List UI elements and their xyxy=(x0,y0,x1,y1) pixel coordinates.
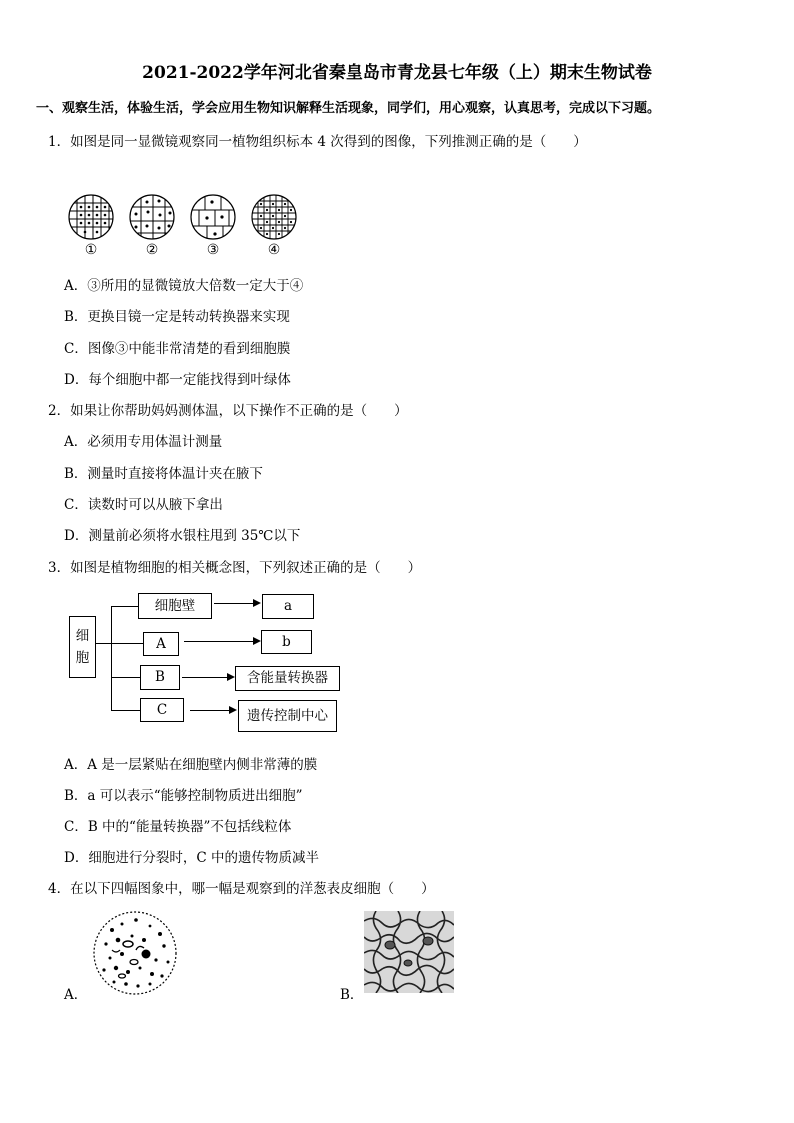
q4-label-a: A． xyxy=(64,987,88,1003)
arrow-2-shaft xyxy=(184,641,254,642)
q1-label-1: ① xyxy=(84,242,98,258)
q2-option-c: C．读数时可以从腋下拿出 xyxy=(64,497,223,513)
connector-root xyxy=(96,643,111,644)
q3-option-c: C．B 中的“能量转换器”不包括线粒体 xyxy=(64,819,292,835)
arrow-4-shaft xyxy=(190,710,230,711)
q4-stem: 4．在以下四幅图象中，哪一幅是观察到的洋葱表皮细胞（ ） xyxy=(48,881,435,897)
q3-option-a: A．A 是一层紧贴在细胞壁内侧非常薄的膜 xyxy=(64,757,318,773)
q1-label-4: ④ xyxy=(267,242,281,258)
arrow-1-head xyxy=(253,599,261,607)
arrow-3-head xyxy=(227,673,235,681)
q4-picture-a xyxy=(92,910,178,996)
diagram-box-c: C xyxy=(140,698,184,722)
q1-stem: 1．如图是同一显微镜观察同一植物组织标本 4 次得到的图像，下列推测正确的是（ ） xyxy=(48,134,587,150)
diagram-box-b: B xyxy=(140,665,180,690)
section-heading: 一、观察生活，体验生活，学会应用生物知识解释生活现象，同学们，用心观察，认真思考，完成以下习题。 xyxy=(36,101,661,116)
arrow-2-head xyxy=(253,637,261,645)
q3-stem: 3．如图是植物细胞的相关概念图，下列叙述正确的是（ ） xyxy=(48,560,422,576)
page-title: 2021-2022学年河北省秦皇岛市青龙县七年级（上）期末生物试卷 xyxy=(142,63,652,83)
arrow-4-head xyxy=(229,706,237,714)
q2-option-d: D．测量前必须将水银柱甩到 35℃以下 xyxy=(64,528,301,544)
connector-branch-3 xyxy=(111,677,140,678)
q2-option-b: B．测量时直接将体温计夹在腋下 xyxy=(64,466,263,482)
diagram-box-a-lower: a xyxy=(262,594,314,619)
q2-option-a: A．必须用专用体温计测量 xyxy=(64,434,223,450)
q3-option-b: B．a 可以表示“能够控制物质进出细胞” xyxy=(64,788,303,804)
q1-option-d: D．每个细胞中都一定能找得到叶绿体 xyxy=(64,372,291,388)
q1-microscope-images xyxy=(64,188,314,246)
diagram-box-energy-converter: 含能量转换器 xyxy=(235,666,340,691)
arrow-1-shaft xyxy=(214,603,254,604)
diagram-box-cell-wall: 细胞壁 xyxy=(138,593,212,619)
connector-branch-2 xyxy=(111,643,143,644)
connector-trunk xyxy=(111,606,112,710)
q1-option-c: C．图像③中能非常清楚的看到细胞膜 xyxy=(64,341,291,357)
diagram-box-genetic-center: 遗传控制中心 xyxy=(238,700,337,732)
diagram-root-label: 细胞 xyxy=(75,628,90,666)
q1-label-2: ② xyxy=(145,242,159,258)
connector-branch-4 xyxy=(111,710,140,711)
diagram-box-b-lower: b xyxy=(261,630,312,654)
q1-option-b: B．更换目镜一定是转动转换器来实现 xyxy=(64,309,290,325)
diagram-root-box xyxy=(69,616,96,678)
arrow-3-shaft xyxy=(182,677,228,678)
q3-option-d: D．细胞进行分裂时，C 中的遗传物质减半 xyxy=(64,850,319,866)
q1-label-3: ③ xyxy=(206,242,220,258)
q4-label-b: B． xyxy=(340,987,364,1003)
diagram-box-a: A xyxy=(143,632,179,656)
q2-stem: 2．如果让你帮助妈妈测体温，以下操作不正确的是（ ） xyxy=(48,403,408,419)
q4-picture-b xyxy=(364,911,454,993)
q1-option-a: A．③所用的显微镜放大倍数一定大于④ xyxy=(64,278,304,294)
connector-branch-1 xyxy=(111,606,138,607)
